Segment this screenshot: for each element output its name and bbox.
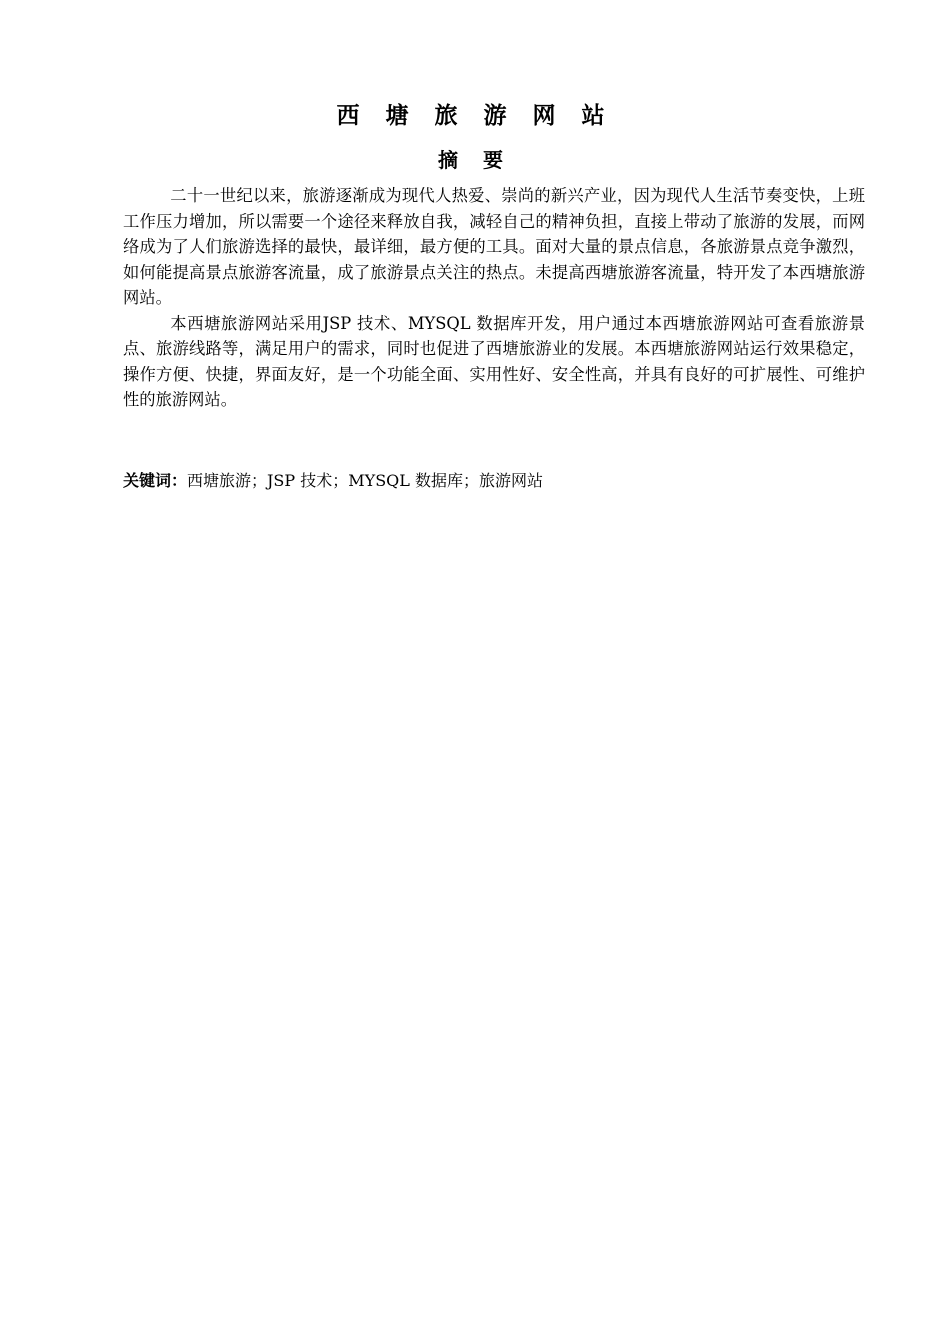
abstract-paragraph-1: 二十一世纪以来，旅游逐渐成为现代人热爱、崇尚的新兴产业，因为现代人生活节奏变快，上班工作压力增加，所以需要一个途径来释放自我，减轻自己的精神负担，直接上带动了旅游的发展，而网络成为了人们旅游选择的最快，最详细，最方便的工具。面对大量的景点信息，各旅游景点竞争激烈，如何能提高景点旅游客流量，成了旅游景点关注的热点。未提高西塘旅游客流量，特开发了本西塘旅游网站。: [123, 186, 865, 307]
document-title: 西 塘 旅 游 网 站: [336, 103, 614, 129]
keywords-text: 西塘旅游；JSP 技术；MYSQL 数据库；旅游网站: [187, 471, 543, 490]
abstract-heading: 摘 要: [438, 148, 512, 172]
keywords-line: [123, 468, 863, 494]
abstract-paragraph-2: 本西塘旅游网站采用JSP 技术、MYSQL 数据库开发，用户通过本西塘旅游网站可查看旅游景点、旅游线路等，满足用户的需求，同时也促进了西塘旅游业的发展。本西塘旅游网站运行效果稳定，操作方便、快捷，界面友好，是一个功能全面、实用性好、安全性高，并具有良好的可扩展性、可维护性的旅游网站。: [123, 313, 865, 409]
abstract-body: [123, 183, 865, 413]
keywords-label: 关键词：: [123, 471, 188, 490]
